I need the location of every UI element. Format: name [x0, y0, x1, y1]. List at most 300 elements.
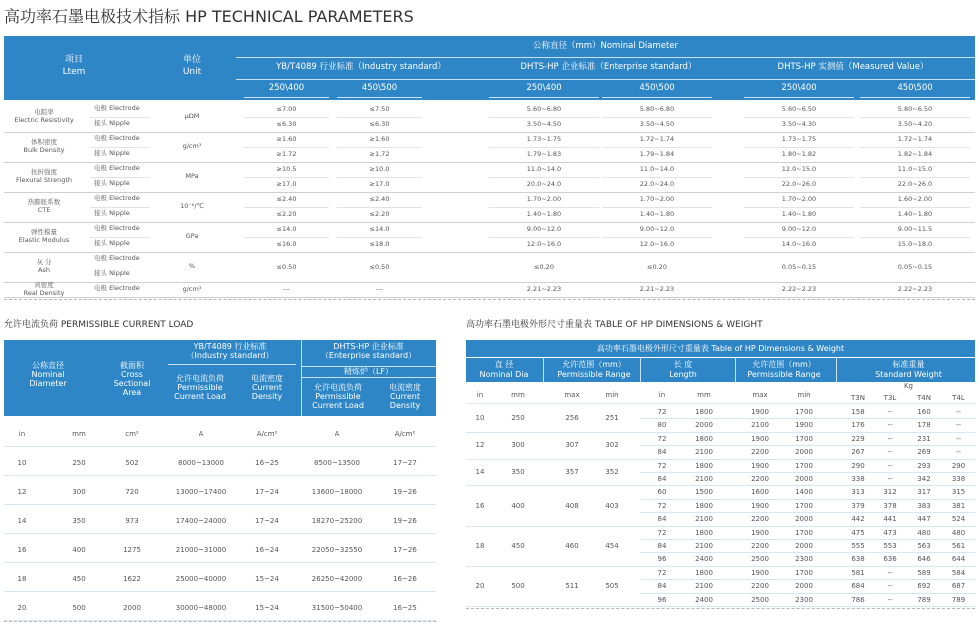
- current-value: 15~24: [255, 575, 279, 583]
- tech-value: ≤0.50: [369, 263, 390, 271]
- tech-value: 0.05~0.15: [781, 263, 817, 271]
- header-unit-en: Unit: [182, 67, 202, 77]
- part-label: 电极 Electrode: [94, 284, 140, 292]
- current-value: 16~25: [393, 604, 417, 612]
- dims-heading: Length: [669, 370, 697, 379]
- row-divider: [4, 475, 436, 476]
- tech-value: ≤6.30: [369, 120, 390, 128]
- current-value: 350: [72, 517, 86, 525]
- header-divider: [301, 377, 436, 378]
- row-divider: [4, 591, 436, 592]
- dims-value: 2200: [751, 475, 769, 483]
- current-value: 300: [72, 488, 86, 496]
- weight-value: 644: [951, 555, 966, 564]
- current-value: 10: [17, 459, 27, 467]
- row-divider: [337, 147, 422, 148]
- dims-value: 72: [657, 461, 667, 470]
- weight-value: 338: [851, 475, 865, 483]
- row-divider: [860, 117, 970, 118]
- tech-value: ≤0.50: [276, 263, 297, 271]
- dims-value: 72: [657, 528, 667, 537]
- tech-value: ≥10.0: [369, 165, 390, 173]
- dims-unit: min: [797, 391, 811, 399]
- weight-value: 381: [951, 501, 966, 510]
- dims-value: 72: [657, 408, 667, 416]
- dims-max: 460: [565, 541, 579, 550]
- current-heading: Current Load: [312, 401, 364, 410]
- dims-value: 1800: [695, 461, 713, 470]
- tech-value: ≥10.5: [276, 165, 297, 173]
- current-heading: Area: [122, 388, 142, 397]
- row-divider: [744, 177, 854, 178]
- current-heading: 公称直径: [32, 361, 64, 370]
- row-divider: [90, 207, 150, 208]
- tech-value: ---: [282, 285, 291, 293]
- dims-heading: 标准重量: [892, 360, 925, 369]
- current-value: 502: [125, 459, 139, 467]
- row-divider: [744, 237, 854, 238]
- subheader-diameter: 250\400: [781, 83, 817, 93]
- current-value: 15~24: [255, 604, 279, 612]
- property-unit: g/cm³: [182, 284, 202, 293]
- weight-value: 158: [851, 408, 865, 416]
- dims-value: 1700: [795, 568, 813, 577]
- header-divider: [543, 358, 544, 382]
- weight-value: 789: [917, 595, 931, 604]
- tech-value: ≤18.0: [369, 240, 390, 248]
- dims-in: 14: [475, 468, 485, 476]
- current-value: 19~26: [393, 517, 417, 525]
- weight-value: 561: [951, 542, 966, 550]
- row-divider: [640, 593, 975, 594]
- header-divider: [640, 358, 641, 382]
- current-value: 13600~18000: [311, 488, 363, 496]
- current-value: 8000~13000: [178, 459, 224, 467]
- dims-mm: 500: [511, 581, 525, 590]
- weight-column: T3N: [851, 394, 865, 402]
- tech-value: ≥17.0: [276, 180, 297, 188]
- dims-mm: 300: [511, 441, 525, 450]
- dims-min: 352: [605, 468, 619, 476]
- dims-value: 84: [657, 448, 667, 457]
- current-value: 18: [17, 575, 27, 583]
- current-value: 400: [72, 546, 86, 554]
- current-value: 21000~31000: [175, 546, 227, 554]
- row-divider: [640, 418, 975, 419]
- current-unit: cm²: [125, 430, 139, 438]
- weight-value: 342: [917, 475, 931, 483]
- current-value: 1622: [123, 575, 141, 583]
- tech-value: ≤7.50: [369, 105, 390, 113]
- row-divider: [640, 499, 975, 500]
- dims-heading: Standard Weight: [875, 370, 942, 379]
- property-name-en: Real Density: [23, 288, 65, 297]
- current-heading: 截面积: [120, 361, 144, 370]
- dims-unit: in: [658, 391, 666, 399]
- tech-value: ≥1.60: [369, 135, 390, 143]
- weight-value: 160: [917, 408, 931, 416]
- current-value: 20: [17, 604, 27, 612]
- header-measured-value: DHTS-HP 实测值（Measured Value）: [777, 62, 929, 72]
- property-name-cn: 灰 分: [36, 258, 52, 266]
- tech-value: 22.0~26.0: [897, 180, 933, 188]
- tech-value: ---: [375, 285, 384, 293]
- page-title: 高功率石墨电极技术指标 HP TECHNICAL PARAMETERS: [4, 7, 414, 26]
- header-divider: [836, 358, 837, 382]
- dims-value: 2000: [795, 448, 813, 457]
- weight-value: 229: [851, 434, 865, 443]
- dims-unit: mm: [697, 391, 711, 399]
- weight-column: T4N: [917, 394, 931, 402]
- group-divider: [466, 526, 640, 527]
- weight-value: 378: [883, 501, 897, 510]
- dims-unit: max: [752, 391, 768, 399]
- row-divider: [4, 562, 436, 563]
- dims-heading: 直 径: [494, 360, 514, 369]
- dims-banner-title: 高功率石墨电极外形尺寸重量表 Table of HP Dimensions & Weight: [596, 344, 845, 353]
- group-divider: [466, 459, 640, 460]
- dims-heading: 允许范围（mm）: [562, 360, 626, 369]
- tech-value: 3.50~4.50: [639, 120, 675, 128]
- dims-max: 511: [565, 581, 579, 590]
- current-value: 16: [17, 546, 27, 554]
- tech-value: 1.40~1.80: [781, 210, 817, 218]
- dims-heading: 允许范围（mm）: [752, 360, 816, 369]
- current-heading: 允许电流负荷: [314, 383, 362, 392]
- tech-value: 1.40~1.80: [639, 210, 675, 218]
- dims-value: 84: [657, 582, 667, 591]
- dims-heading: 长 度: [673, 360, 693, 369]
- tech-value: 1.40~1.80: [897, 210, 933, 218]
- row-divider: [640, 579, 975, 580]
- weight-value: 480: [951, 528, 966, 537]
- tech-value: 12.0~16.0: [526, 240, 562, 248]
- tech-value: 12.0~16.0: [639, 240, 675, 248]
- weight-value: --: [887, 434, 893, 443]
- dims-mm: 450: [511, 541, 525, 550]
- dims-min: 403: [605, 501, 619, 510]
- current-value: 22050~32550: [311, 546, 363, 554]
- tech-value: 15.0~18.0: [897, 240, 933, 248]
- weight-value: 473: [883, 528, 897, 537]
- weight-value: 313: [851, 488, 865, 497]
- current-heading: Density: [389, 401, 421, 410]
- dims-value: 2100: [751, 421, 769, 430]
- header-divider: [489, 97, 599, 98]
- row-divider: [860, 177, 970, 178]
- tech-value: 11.0~14.0: [639, 165, 675, 173]
- group-divider: [466, 432, 640, 433]
- current-heading: Current Load: [174, 392, 226, 401]
- dims-value: 84: [657, 475, 667, 483]
- row-divider: [337, 237, 422, 238]
- weight-value: 383: [917, 501, 931, 510]
- dims-value: 96: [657, 595, 667, 604]
- current-value: 17~27: [393, 459, 417, 467]
- row-divider: [640, 606, 975, 607]
- tech-value: 12.0~15.0: [781, 165, 817, 173]
- dims-value: 72: [657, 568, 667, 577]
- dims-value: 2500: [751, 555, 769, 564]
- row-divider: [640, 485, 975, 486]
- current-section-title: 允许电流负荷 PERMISSIBLE CURRENT LOAD: [4, 320, 194, 330]
- weight-value: 636: [883, 555, 897, 564]
- dims-in: 12: [475, 441, 485, 450]
- property-name-en: Electric Resistivity: [14, 116, 74, 124]
- weight-value: 555: [851, 542, 865, 550]
- header-divider: [735, 358, 736, 382]
- row-divider: [744, 147, 854, 148]
- tech-value: 1.40~1.80: [526, 210, 562, 218]
- row-divider: [337, 117, 422, 118]
- tech-value: 9.00~12.0: [639, 225, 675, 233]
- weight-value: 231: [917, 434, 931, 443]
- row-divider: [640, 432, 975, 433]
- current-value: 500: [72, 604, 86, 612]
- row-divider: [244, 177, 329, 178]
- weight-value: 338: [951, 475, 966, 483]
- dims-value: 1700: [795, 434, 813, 443]
- current-value: 1275: [123, 546, 141, 554]
- property-unit: 10⁻⁶/℃: [180, 202, 204, 210]
- property-name-cn: 弹性模量: [31, 228, 57, 236]
- dims-unit: max: [564, 391, 580, 399]
- header-divider: [236, 57, 975, 58]
- tech-value: ≥17.0: [369, 180, 390, 188]
- property-unit: g/cm³: [182, 142, 202, 150]
- row-divider: [860, 207, 970, 208]
- header-dhts-standard: DHTS-HP 企业标准（Enterprise standard）: [520, 62, 697, 72]
- current-value: 250: [72, 459, 86, 467]
- weight-value: 475: [851, 528, 865, 537]
- dims-value: 2000: [795, 515, 813, 524]
- tech-value: ≤2.40: [276, 195, 297, 203]
- dims-value: 2300: [795, 595, 813, 604]
- weight-value: 441: [883, 515, 897, 524]
- tech-value: ≤0.20: [534, 263, 554, 271]
- row-divider: [244, 147, 329, 148]
- tech-value: 5.80~6.80: [639, 105, 675, 113]
- header-yb-standard: YB/T4089 行业标准（Industry standard）: [276, 62, 446, 72]
- dims-value: 72: [657, 501, 667, 510]
- dims-value: 96: [657, 555, 667, 564]
- current-value: 2000: [123, 604, 141, 612]
- tech-value: ≥1.72: [369, 150, 390, 158]
- weight-value: --: [887, 475, 893, 483]
- row-divider: [640, 526, 975, 527]
- header-nominal-diameter: 公称直径（mm）Nominal Diameter: [532, 41, 679, 51]
- row-divider: [860, 237, 970, 238]
- dims-value: 2100: [695, 542, 713, 550]
- weight-value: 646: [917, 555, 931, 564]
- weight-value: --: [887, 595, 893, 604]
- property-unit: MPa: [185, 172, 199, 180]
- tech-value: 2.21~2.23: [526, 285, 562, 293]
- dims-value: 2200: [751, 515, 769, 524]
- current-heading: Permissible: [177, 383, 223, 392]
- current-value: 12: [17, 488, 27, 496]
- property-name-en: Ash: [38, 266, 50, 274]
- dims-value: 2100: [695, 475, 713, 483]
- tech-value: 1.82~1.84: [897, 150, 933, 158]
- block-divider: [4, 162, 975, 163]
- tech-value: ≤2.20: [276, 210, 297, 218]
- part-label: 接头 Nipple: [94, 269, 130, 277]
- dims-value: 72: [657, 434, 667, 443]
- tech-value: 1.70~2.00: [639, 195, 675, 203]
- dims-mm: 250: [511, 414, 525, 423]
- dims-max: 357: [565, 468, 579, 476]
- block-divider: [4, 297, 975, 298]
- tech-value: ≤0.20: [647, 263, 667, 271]
- tech-value: ≤14.0: [276, 225, 297, 233]
- current-unit: A/cm²: [256, 430, 278, 438]
- row-divider: [640, 552, 975, 553]
- current-heading: Current: [251, 383, 283, 392]
- part-label: 接头 Nipple: [94, 119, 130, 127]
- dims-mm: 400: [511, 501, 525, 510]
- part-label: 接头 Nipple: [94, 179, 130, 187]
- row-divider: [602, 117, 712, 118]
- weight-value: --: [955, 421, 962, 430]
- header-divider: [168, 364, 296, 365]
- dims-value: 2200: [751, 542, 769, 550]
- header-divider: [236, 79, 975, 80]
- row-divider: [337, 177, 422, 178]
- property-unit: GPa: [185, 232, 199, 240]
- row-divider: [744, 207, 854, 208]
- dims-value: 1900: [751, 568, 769, 577]
- weight-value: 687: [951, 582, 966, 591]
- row-divider: [4, 504, 436, 505]
- dims-value: 2100: [695, 448, 713, 457]
- block-divider: [4, 252, 975, 253]
- current-heading: Current: [389, 392, 421, 401]
- dims-value: 1700: [795, 461, 813, 470]
- tech-value: 5.60~6.80: [526, 105, 562, 113]
- weight-value: 684: [851, 582, 865, 591]
- current-value: 450: [72, 575, 86, 583]
- part-label: 接头 Nipple: [94, 209, 130, 217]
- dims-unit: in: [476, 391, 484, 399]
- current-unit: A: [334, 430, 340, 438]
- current-value: 973: [125, 517, 139, 525]
- tech-value: 1.70~2.00: [781, 195, 817, 203]
- tech-value: 11.0~15.0: [897, 165, 933, 173]
- tech-value: 1.60~2.00: [897, 195, 933, 203]
- dims-heading: Nominal Dia: [479, 370, 529, 379]
- row-divider: [744, 117, 854, 118]
- row-divider: [489, 147, 599, 148]
- row-divider: [489, 207, 599, 208]
- weight-column: T4L: [952, 394, 965, 402]
- tech-value: 1.80~1.82: [781, 150, 817, 158]
- header-divider: [602, 97, 712, 98]
- dims-value: 2000: [795, 542, 813, 550]
- tech-value: 1.79~1.83: [526, 150, 562, 158]
- weight-value: 584: [951, 568, 966, 577]
- weight-value: 290: [951, 461, 966, 470]
- dims-value: 1900: [751, 528, 769, 537]
- row-divider: [860, 147, 970, 148]
- dims-value: 1900: [751, 434, 769, 443]
- row-divider: [90, 237, 150, 238]
- tech-value: 5.80~6.50: [897, 105, 933, 113]
- current-value: 18270~25200: [311, 517, 363, 525]
- dims-value: 2200: [751, 582, 769, 591]
- current-heading: Permissible: [315, 392, 361, 401]
- row-divider: [640, 445, 975, 446]
- row-divider: [602, 147, 712, 148]
- current-heading: 允许电流负荷: [176, 374, 224, 383]
- tech-value: ≤7.00: [276, 105, 297, 113]
- weight-value: 692: [917, 582, 931, 591]
- tech-value: 1.79~1.84: [639, 150, 675, 158]
- current-heading: （Enterprise standard）: [320, 351, 417, 360]
- dims-value: 84: [657, 542, 667, 550]
- weight-value: --: [955, 408, 962, 416]
- row-divider: [640, 472, 975, 473]
- dims-value: 1800: [695, 501, 713, 510]
- part-label: 电极 Electrode: [94, 194, 140, 202]
- tech-value: 20.0~24.0: [526, 180, 562, 188]
- weight-value: 563: [917, 542, 931, 550]
- current-heading: Nominal: [31, 370, 65, 379]
- dims-value: 2100: [695, 515, 713, 524]
- row-divider: [244, 237, 329, 238]
- weight-value: 315: [951, 488, 966, 497]
- current-value: 19~26: [393, 488, 417, 496]
- block-divider: [4, 222, 975, 223]
- dims-value: 2400: [695, 595, 713, 604]
- property-name-en: Elastic Modulus: [18, 236, 70, 244]
- weight-value: 447: [917, 515, 931, 524]
- dims-value: 1900: [751, 461, 769, 470]
- current-heading: DHTS-HP 企业标准: [333, 342, 404, 351]
- tech-value: ≥1.60: [276, 135, 297, 143]
- part-label: 电极 Electrode: [94, 104, 140, 112]
- subheader-diameter: 250\400: [526, 83, 562, 93]
- weight-value: 480: [917, 528, 931, 537]
- dims-value: 84: [657, 515, 667, 524]
- dims-mm: 350: [511, 468, 525, 476]
- row-divider: [90, 177, 150, 178]
- row-divider: [90, 147, 150, 148]
- header-item-cn: 项目: [64, 55, 83, 65]
- current-heading-lf: 精炼炉（LF）: [343, 367, 394, 376]
- tech-value: ≤6.30: [276, 120, 297, 128]
- tech-value: 3.50~4.30: [781, 120, 817, 128]
- dims-in: 20: [475, 581, 485, 590]
- tech-value: 1.72~1.74: [639, 135, 675, 143]
- weight-value: 786: [851, 595, 865, 604]
- tech-value: 0.05~0.15: [897, 263, 933, 271]
- block-divider: [4, 282, 975, 283]
- weight-value: 581: [851, 568, 865, 577]
- dims-in: 10: [475, 414, 485, 423]
- weight-value: 267: [851, 448, 865, 457]
- weight-value: --: [887, 448, 893, 457]
- tech-value: 5.60~6.50: [781, 105, 817, 113]
- current-value: 25000~40000: [175, 575, 227, 583]
- table-bottom-line: [4, 621, 436, 622]
- weight-value: 789: [951, 595, 966, 604]
- subheader-diameter: 450\500: [897, 83, 933, 93]
- row-divider: [640, 566, 975, 567]
- dims-section-title: 高功率石墨电极外形尺寸重量表 TABLE OF HP DIMENSIONS & WEIGHT: [466, 320, 763, 330]
- current-heading: Cross: [121, 370, 143, 379]
- tech-value: 11.0~14.0: [526, 165, 562, 173]
